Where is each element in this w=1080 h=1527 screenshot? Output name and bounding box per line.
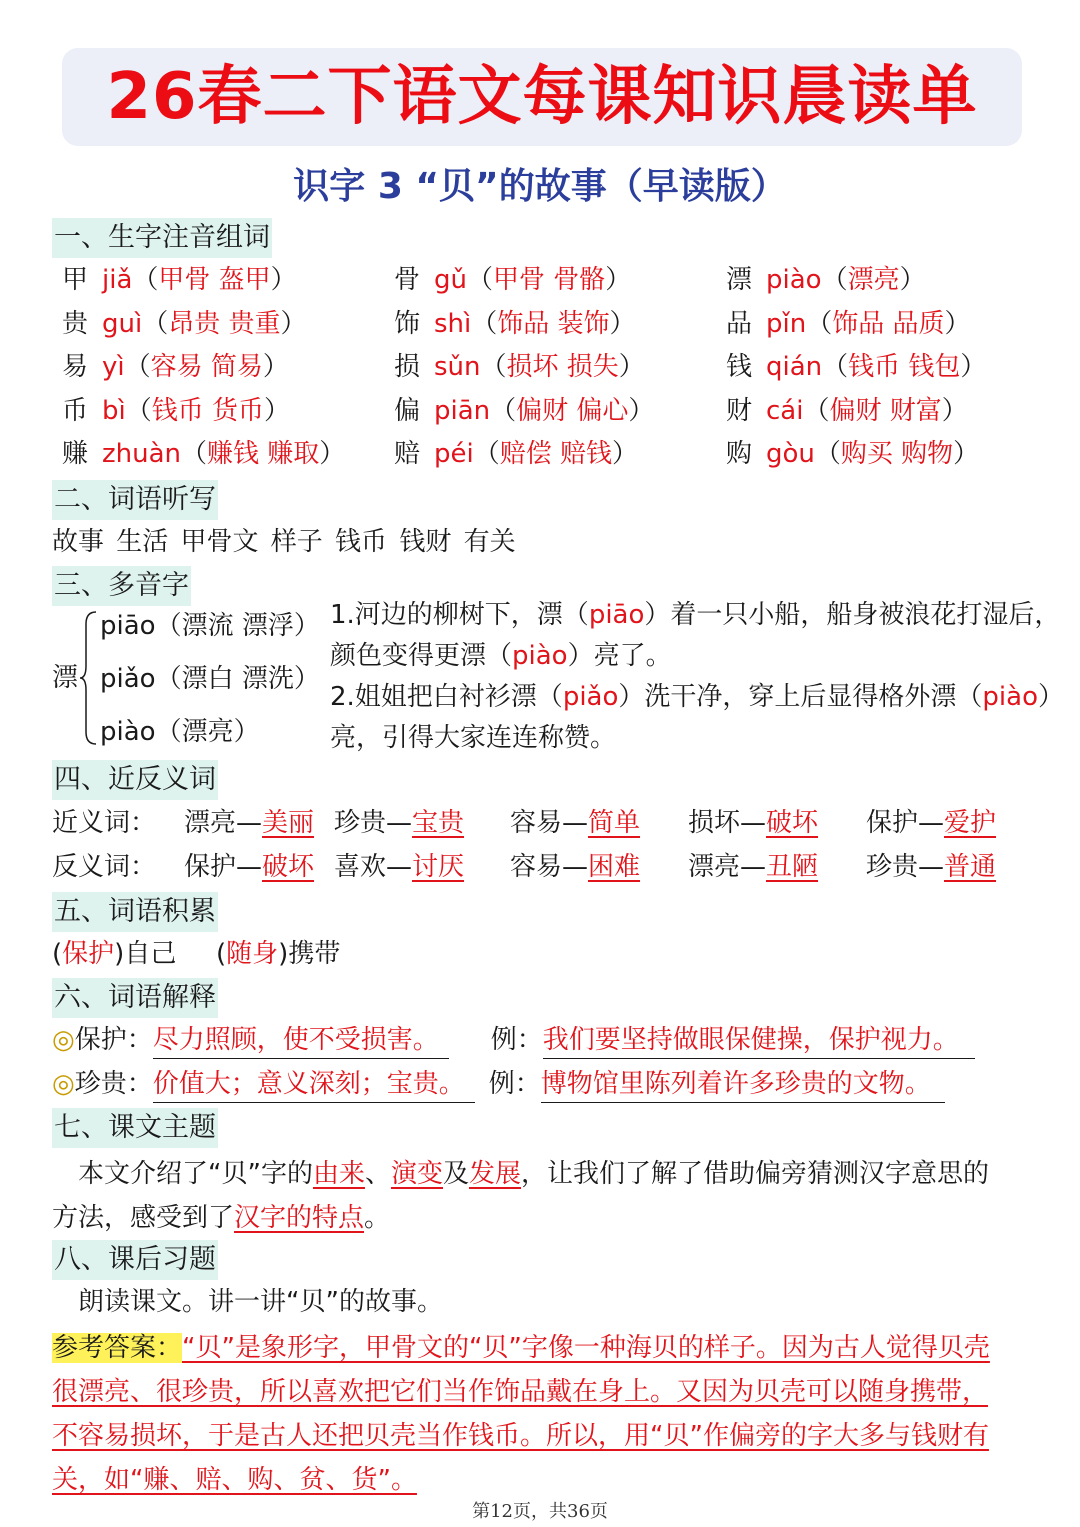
character-entry: 币 bì（钱币 货币） xyxy=(62,395,291,426)
polyphone-examples: 1.河边的柳树下，漂（piāo）着一只小船，船身被浪花打湿后， 颜色变得更漂（piào）亮了。 2.姐姐把白衬衫漂（piǎo）洗干净，穿上后显得格外漂（piào） 亮，引得大家连连称赞。 xyxy=(330,600,1064,753)
dictation-words: 故事 生活 甲骨文 样子 钱币 钱财 有关 xyxy=(52,527,516,557)
accumulation-item-2: (随身)携带 xyxy=(216,939,341,969)
character-entry: 偏 piān（偏财 偏心） xyxy=(394,395,655,426)
definition-item: ◎保护：尽力照顾，使不受损害。 例：我们要坚持做眼保健操，保护视力。 xyxy=(52,1022,975,1059)
synonym-pair: 漂亮—美丽 xyxy=(184,808,315,838)
character-entry: 赔 péi（赔偿 赔钱） xyxy=(394,439,639,469)
polyphone-char: 漂 xyxy=(52,663,79,693)
section-heading-dictation: 二、词语听写 xyxy=(52,480,218,520)
section-heading-characters: 一、生字注音组词 xyxy=(52,218,272,258)
character-entry: 损 sǔn（损坏 损失） xyxy=(394,352,645,382)
definition-item: ◎珍贵：价值大；意义深刻；宝贵。 例：博物馆里陈列着许多珍贵的文物。 xyxy=(52,1066,945,1103)
antonym-pair: 珍贵—普通 xyxy=(866,852,997,882)
section-heading-theme: 七、课文主题 xyxy=(52,1108,218,1148)
synonym-pair: 损坏—破坏 xyxy=(688,808,819,838)
polyphone-reading-3: piào（漂亮） xyxy=(100,717,260,747)
synonym-pair: 保护—爱护 xyxy=(866,808,997,838)
synonyms-label: 近义词： xyxy=(52,808,157,838)
section-heading-synonyms: 四、近反义词 xyxy=(52,760,218,800)
polyphone-reading-2: piǎo（漂白 漂洗） xyxy=(100,664,320,694)
exercise-question: 朗读课文。讲一讲“贝”的故事。 xyxy=(78,1287,443,1317)
section-heading-accumulation: 五、词语积累 xyxy=(52,892,218,932)
character-entry: 骨 gǔ（甲骨 骨骼） xyxy=(394,265,632,295)
accumulation-item-1: (保护)自己 xyxy=(52,939,177,969)
character-entry: 购 gòu（购买 购物） xyxy=(726,439,980,469)
section-heading-definitions: 六、词语解释 xyxy=(52,978,218,1018)
character-entry: 饰 shì（饰品 装饰） xyxy=(394,308,636,339)
page-footer: 第12页，共36页 xyxy=(472,1501,608,1522)
antonym-pair: 漂亮—丑陋 xyxy=(688,852,819,882)
section-heading-polyphone: 三、多音字 xyxy=(52,566,191,606)
antonym-pair: 保护—破坏 xyxy=(184,852,315,882)
synonym-pair: 珍贵—宝贵 xyxy=(334,808,465,838)
synonym-pair: 容易—简单 xyxy=(510,808,641,838)
section-heading-exercise: 八、课后习题 xyxy=(52,1240,218,1280)
character-entry: 漂 piào（漂亮） xyxy=(726,265,926,295)
antonym-pair: 容易—困难 xyxy=(510,852,641,882)
polyphone-reading-1: piāo（漂流 漂浮） xyxy=(100,611,320,641)
lesson-subtitle: 识字 3 “贝”的故事（早读版） xyxy=(293,166,787,207)
character-entry: 贵 guì（昂贵 贵重） xyxy=(62,308,307,339)
antonyms-label: 反义词： xyxy=(52,852,157,882)
character-entry: 甲 jiǎ（甲骨 盔甲） xyxy=(62,265,297,295)
brace-icon xyxy=(80,610,98,746)
answer-label: 参考答案： xyxy=(52,1333,183,1363)
character-entry: 易 yì（容易 简易） xyxy=(62,352,289,382)
character-entry: 财 cái（偏财 财富） xyxy=(726,395,968,426)
page-title: 26春二下语文每课知识晨读单 xyxy=(106,60,978,134)
reference-answer: 参考答案：“贝”是象形字，甲骨文的“贝”字像一种海贝的样子。因为古人觉得贝壳 很漂亮、很珍贵，所以喜欢把它们当作饰品戴在身上。又因为贝壳可以随身携带， 不容易损坏，于是古人还把贝壳当作钱币。所以，用“贝”作偏旁的字大多与钱财有 关，如“赚、赔、购、贫、货”。 xyxy=(52,1333,990,1495)
antonym-pair: 喜欢—讨厌 xyxy=(334,852,465,882)
character-entry: 赚 zhuàn（赚钱 赚取） xyxy=(62,439,346,469)
character-entry: 钱 qián（钱币 钱包） xyxy=(726,352,987,382)
lesson-theme: 本文介绍了“贝”字的由来、演变及发展，让我们了解了借助偏旁猜测汉字意思的 方法，感受到了汉字的特点。 xyxy=(52,1159,990,1233)
character-entry: 品 pǐn（饰品 品质） xyxy=(726,308,971,339)
